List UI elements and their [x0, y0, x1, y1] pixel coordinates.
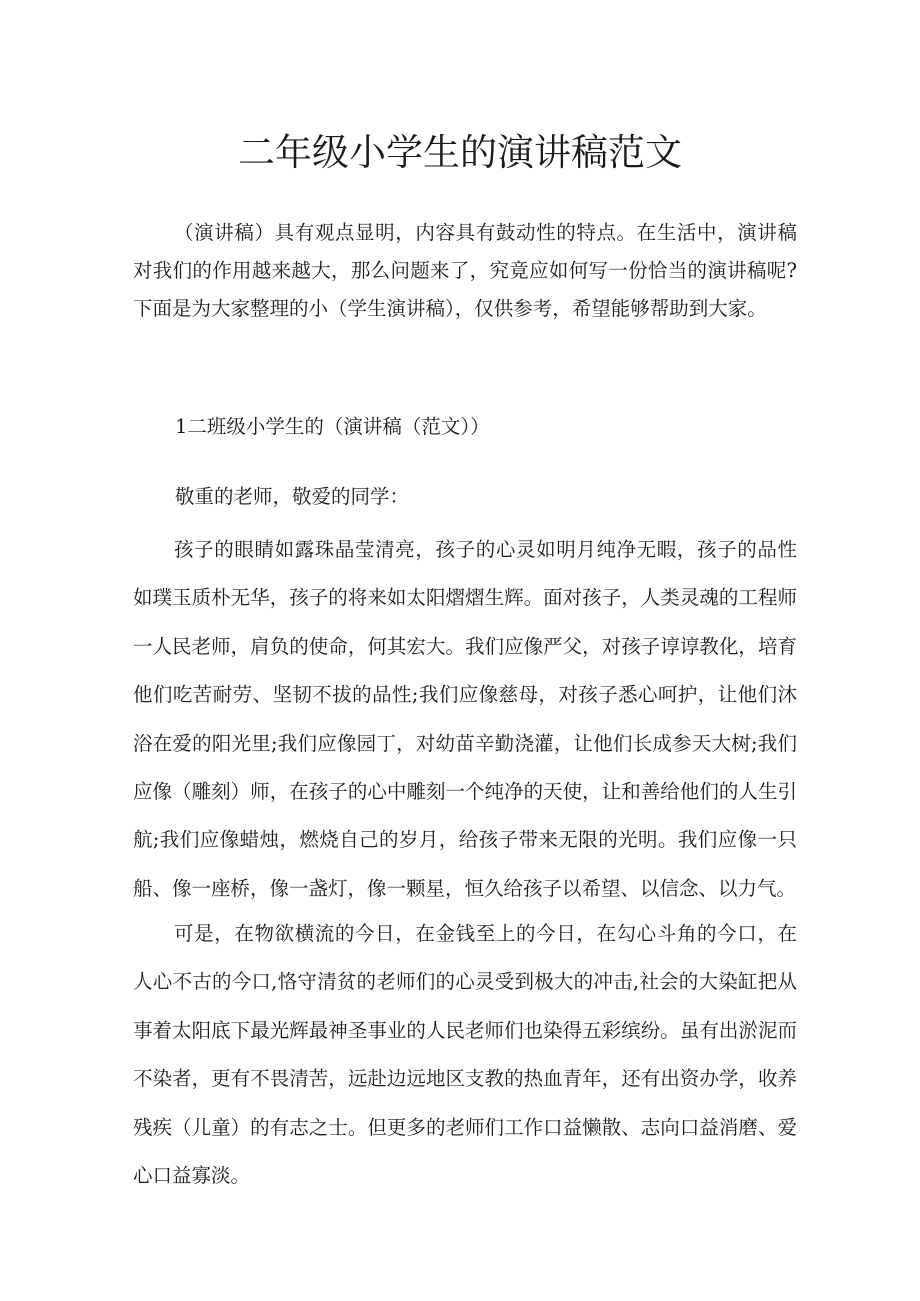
- document-title: 二年级小学生的演讲稿范文: [238, 131, 682, 174]
- body-paragraph: 可是，在物欲横流的今日，在金钱至上的今日，在勾心斗角的今口，在人心不古的今口,恪守清贫的老师们的心灵受到极大的冲击,社会的大染缸把从事着太阳底下最光辉最神圣事业的人民老师们也染得五彩缤纷。虽有出淤泥而不染者，更有不畏清苦，远赴边远地区支教的热血青年，还有出资办学，收养残疾（儿童）的有志之士。但更多的老师们工作口益懒散、志向口益消磨、爱心口益寡淡。: [133, 922, 797, 1188]
- body-paragraph: 孩子的眼睛如露珠晶莹清亮，孩子的心灵如明月纯净无暇，孩子的品性如璞玉质朴无华，孩子的将来如太阳熠熠生辉。面对孩子，人类灵魂的工程师一人民老师，肩负的使命，何其宏大。我们应像严父，对孩子谆谆教化，培育他们吃苦耐劳、坚韧不拔的品性;我们应像慈母，对孩子悉心呵护，让他们沐浴在爱的阳光里;我们应像园丁，对幼苗辛勤浇灌，让他们长成参天大树;我们应像（雕刻）师，在孩子的心中雕刻一个纯净的天使，让和善给他们的人生引航;我们应像蜡烛，燃烧自己的岁月，给孩子带来无限的光明。我们应像一只船、像一座桥，像一盏灯，像一颗星，恒久给孩子以希望、以信念、以力气。: [133, 538, 797, 900]
- intro-paragraph: （演讲稿）具有观点显明，内容具有鼓动性的特点。在生活中，演讲稿对我们的作用越来越大，那么问题来了，究竟应如何写一份恰当的演讲稿呢?下面是为大家整理的小（学生演讲稿），仅供参考，希望能够帮助到大家。: [133, 221, 797, 320]
- section-heading: 1二班级小学生的（演讲稿（范文））: [175, 415, 490, 438]
- greeting-line: 敬重的老师，敬爱的同学：: [175, 485, 410, 508]
